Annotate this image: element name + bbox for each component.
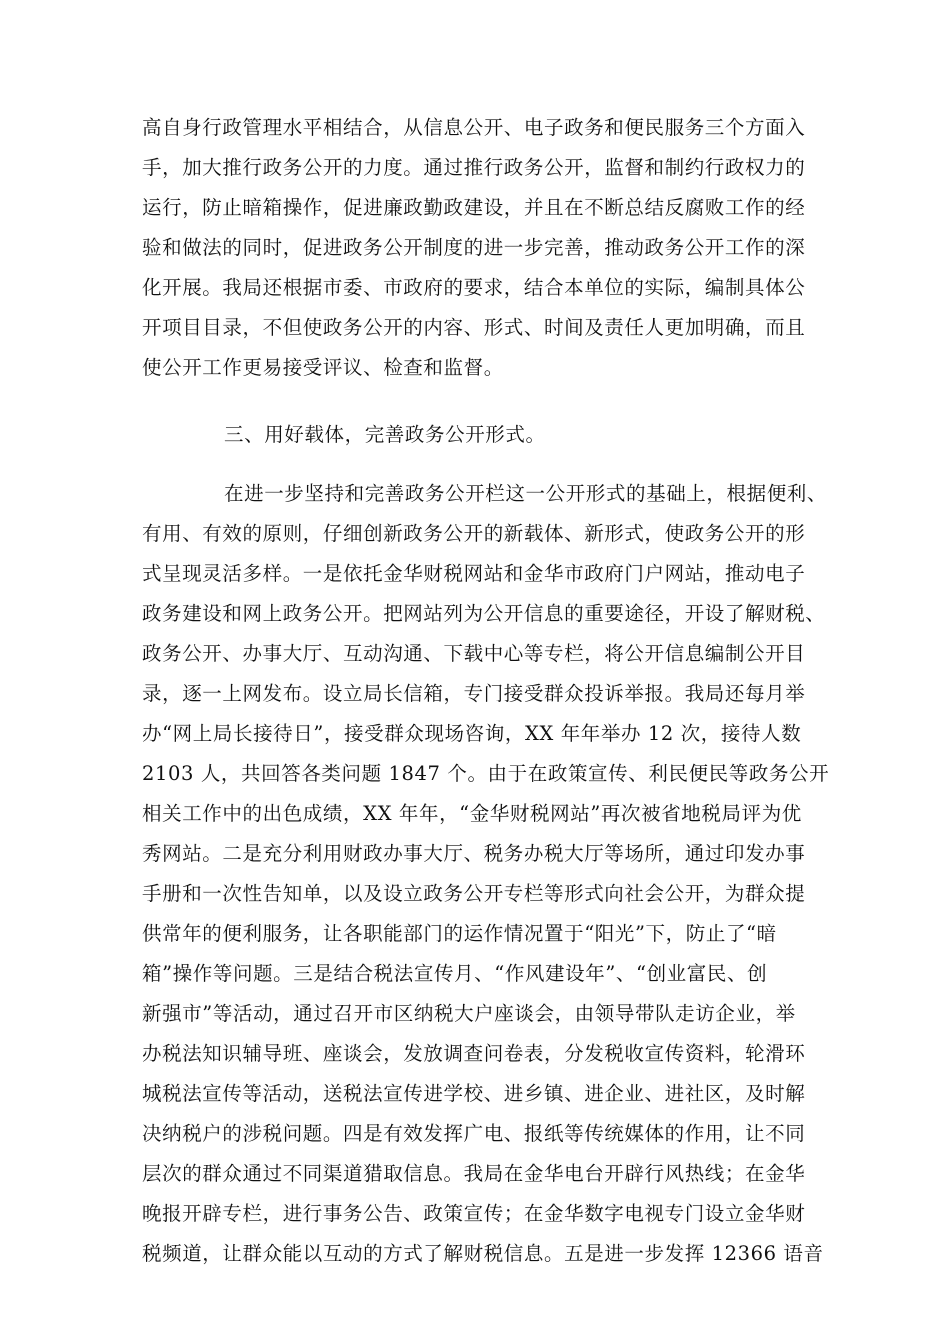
paragraph-1-line-6: 开项目目录，不但使政务公开的内容、形式、时间及责任人更加明确，而且: [142, 316, 806, 339]
paragraph-1-line-3: 运行，防止暗箱操作，促进廉政勤政建设，并且在不断总结反腐败工作的经: [142, 196, 806, 219]
paragraph-2-line-16: 城税法宣传等活动，送税法宣传进学校、进乡镇、进企业、进社区，及时解: [142, 1082, 806, 1105]
paragraph-2-line-6: 录，逐一上网发布。设立局长信箱，专门接受群众投诉举报。我局还每月举: [142, 682, 806, 705]
paragraph-1-line-1: 高自身行政管理水平相结合，从信息公开、电子政务和便民服务三个方面入: [142, 116, 806, 139]
section-heading: 三、用好载体，完善政务公开形式。: [224, 423, 546, 446]
paragraph-2-line-14: 新强市”等活动，通过召开市区纳税大户座谈会，由领导带队走访企业，举: [142, 1002, 796, 1025]
paragraph-2-line-18: 层次的群众通过不同渠道猎取信息。我局在金华电台开辟行风热线；在金华: [142, 1162, 806, 1185]
paragraph-2-line-3: 式呈现灵活多样。一是依托金华财税网站和金华市政府门户网站，推动电子: [142, 562, 806, 585]
paragraph-2-line-15: 办税法知识辅导班、座谈会，发放调查问卷表，分发税收宣传资料，轮滑环: [142, 1042, 806, 1065]
paragraph-2-line-2: 有用、有效的原则，仔细创新政务公开的新载体、新形式，使政务公开的形: [142, 522, 806, 545]
paragraph-2-line-1: 在进一步坚持和完善政务公开栏这一公开形式的基础上，根据便利、: [224, 482, 828, 505]
paragraph-1-line-7: 使公开工作更易接受评议、检查和监督。: [142, 356, 504, 379]
paragraph-2-line-5: 政务公开、办事大厅、互动沟通、下载中心等专栏，将公开信息编制公开目: [142, 642, 806, 665]
paragraph-2-line-4: 政务建设和网上政务公开。把网站列为公开信息的重要途径，开设了解财税、: [142, 602, 826, 625]
paragraph-2-line-11: 手册和一次性告知单，以及设立政务公开专栏等形式向社会公开，为群众提: [142, 882, 806, 905]
paragraph-1-line-4: 验和做法的同时，促进政务公开制度的进一步完善，推动政务公开工作的深: [142, 236, 806, 259]
paragraph-2-line-13: 箱”操作等问题。三是结合税法宣传月、“作风建设年”、“创业富民、创: [142, 962, 768, 985]
paragraph-2-line-12: 供常年的便利服务，让各职能部门的运作情况置于“阳光”下，防止了“暗: [142, 922, 777, 945]
paragraph-2-line-20: 税频道，让群众能以互动的方式了解财税信息。五是进一步发挥 12366 语音: [142, 1242, 824, 1265]
paragraph-2-line-8: 2103 人，共回答各类问题 1847 个。由于在政策宣传、利民便民等政务公开: [142, 762, 830, 785]
paragraph-1-line-5: 化开展。我局还根据市委、市政府的要求，结合本单位的实际，编制具体公: [142, 276, 806, 299]
paragraph-2-line-7: 办“网上局长接待日”，接受群众现场咨询，XX 年年举办 12 次，接待人数: [142, 722, 802, 745]
paragraph-2-line-17: 决纳税户的涉税问题。四是有效发挥广电、报纸等传统媒体的作用，让不同: [142, 1122, 806, 1145]
paragraph-2-line-19: 晚报开辟专栏，进行事务公告、政策宣传；在金华数字电视专门设立金华财: [142, 1202, 806, 1225]
paragraph-2-line-10: 秀网站。二是充分利用财政办事大厅、税务办税大厅等场所，通过印发办事: [142, 842, 806, 865]
paragraph-2-line-9: 相关工作中的出色成绩，XX 年年，“金华财税网站”再次被省地税局评为优: [142, 802, 802, 825]
paragraph-1-line-2: 手，加大推行政务公开的力度。通过推行政务公开，监督和制约行政权力的: [142, 156, 806, 179]
